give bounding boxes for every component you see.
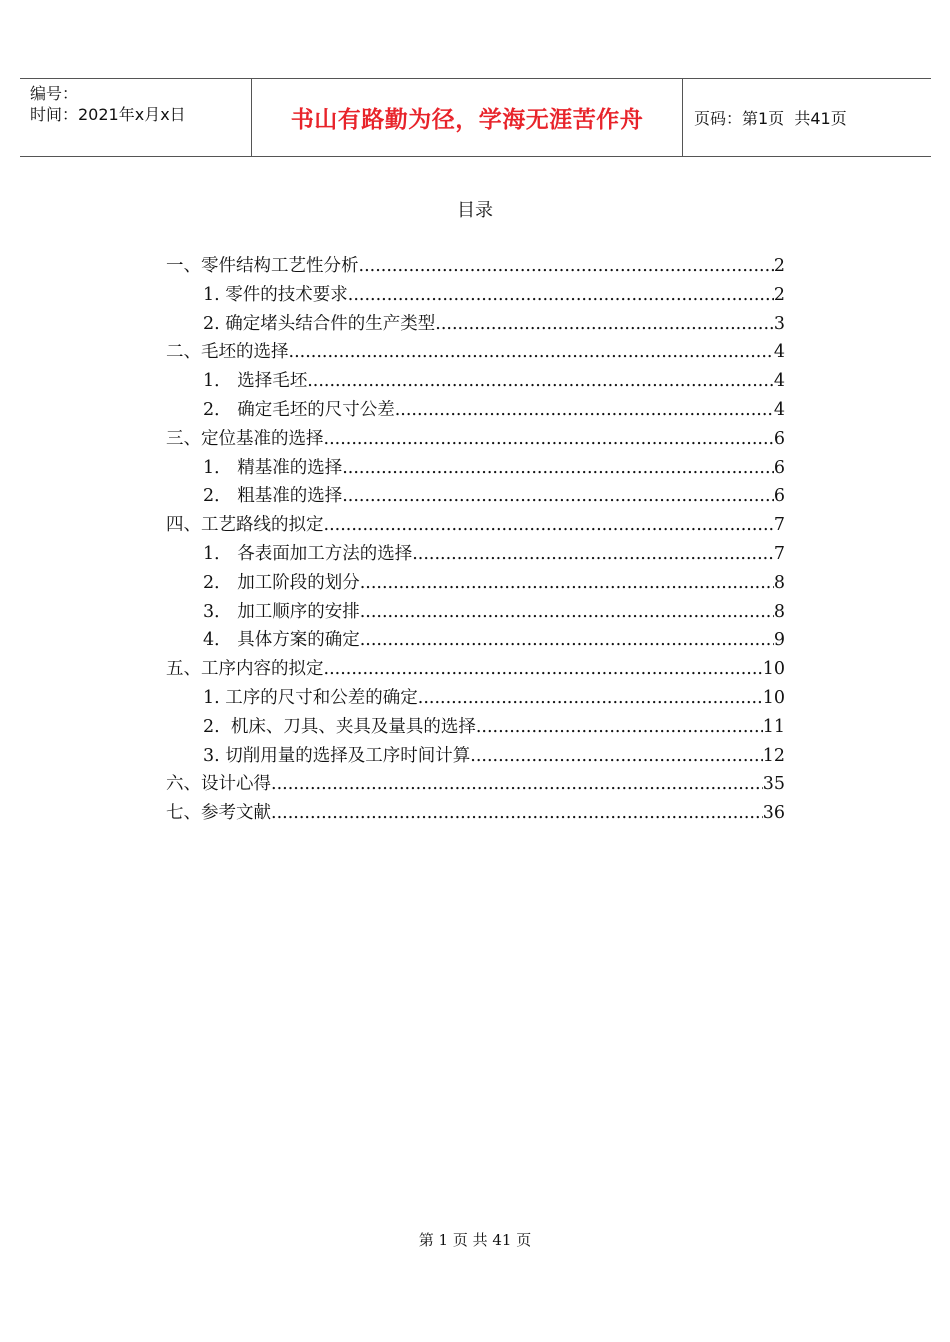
- toc-subsection-entry[interactable]: [166, 310, 785, 339]
- toc-dot-leader: [271, 774, 763, 794]
- toc-entry-page-number: 10: [762, 687, 785, 708]
- toc-entry-title: 3． 加工顺序的安排: [203, 601, 360, 622]
- toc-entry-title: 一、零件结构工艺性分析: [166, 256, 359, 276]
- toc-entry-title: 2. 确定堵头结合件的生产类型: [203, 313, 436, 334]
- document-number-label: 编号：: [30, 84, 79, 103]
- toc-entry-page-number: 10: [762, 659, 785, 680]
- toc-entry-page-number: 6: [773, 428, 785, 449]
- toc-dot-leader: [360, 602, 774, 622]
- toc-dot-leader: [324, 429, 774, 449]
- toc-dot-leader: [360, 573, 774, 593]
- toc-subsection-entry[interactable]: [166, 281, 785, 310]
- toc-section-entry[interactable]: [166, 799, 785, 828]
- toc-entry-page-number: 4: [773, 371, 785, 392]
- toc-section-entry[interactable]: [166, 655, 785, 684]
- toc-subsection-entry[interactable]: [166, 540, 785, 569]
- toc-entry-page-number: 2: [773, 256, 785, 276]
- toc-subsection-entry[interactable]: [166, 482, 785, 511]
- toc-entry-title: 1． 各表面加工方法的选择: [203, 543, 413, 564]
- toc-dot-leader: [271, 803, 763, 823]
- toc-entry-page-number: 12: [762, 745, 785, 766]
- toc-dot-leader: [348, 285, 774, 305]
- toc-subsection-entry[interactable]: [166, 454, 785, 483]
- toc-subsection-entry[interactable]: [166, 396, 785, 425]
- toc-subsection-entry[interactable]: [166, 598, 785, 627]
- toc-entry-title: 1. 工序的尺寸和公差的确定: [203, 687, 418, 708]
- toc-entry-page-number: 2: [773, 284, 785, 305]
- toc-subsection-entry[interactable]: [166, 684, 785, 713]
- header-page-info: 页码：第1页 共41页: [694, 109, 847, 128]
- toc-entry-title: 1． 精基准的选择: [203, 457, 343, 478]
- toc-dot-leader: [395, 400, 774, 420]
- toc-dot-leader: [360, 630, 774, 650]
- page-header: [20, 78, 931, 157]
- toc-title: 目录: [457, 200, 493, 221]
- toc-entry-title: 四、工艺路线的拟定: [166, 515, 324, 536]
- toc-entry-page-number: 35: [762, 774, 785, 795]
- toc-section-entry[interactable]: [166, 770, 785, 799]
- toc-dot-leader: [359, 256, 774, 276]
- toc-entry-page-number: 8: [773, 572, 785, 593]
- toc-entry-page-number: 6: [773, 486, 785, 507]
- toc-entry-title: 2. 机床、刀具、夹具及量具的选择: [203, 716, 476, 737]
- toc-section-entry[interactable]: [166, 252, 785, 281]
- header-meta-cell: [20, 79, 252, 156]
- toc-subsection-entry[interactable]: [166, 742, 785, 771]
- toc-dot-leader: [342, 458, 774, 478]
- toc-entry-page-number: 8: [773, 601, 785, 622]
- toc-section-entry[interactable]: [166, 425, 785, 454]
- toc-dot-leader: [470, 746, 762, 766]
- toc-entry-title: 2． 加工阶段的划分: [203, 572, 360, 593]
- toc-subsection-entry[interactable]: [166, 626, 785, 655]
- toc-entry-title: 2． 确定毛坯的尺寸公差: [203, 399, 395, 420]
- toc-entry-page-number: 7: [773, 515, 785, 536]
- toc-dot-leader: [412, 544, 774, 564]
- toc-entry-title: 1. 零件的技术要求: [203, 284, 348, 305]
- toc-subsection-entry[interactable]: [166, 367, 785, 396]
- toc-entry-title: 4． 具体方案的确定: [203, 630, 360, 651]
- toc-entry-page-number: 4: [773, 342, 785, 363]
- toc-entry-title: 七、参考文献: [166, 803, 271, 824]
- table-of-contents: [166, 252, 785, 828]
- page-footer: 第 1 页 共 41 页: [418, 1231, 532, 1249]
- toc-entry-page-number: 4: [773, 399, 785, 420]
- toc-entry-page-number: 36: [762, 803, 785, 824]
- toc-entry-page-number: 9: [773, 630, 785, 651]
- toc-dot-leader: [324, 515, 774, 535]
- toc-entry-title: 1． 选择毛坯: [203, 371, 308, 392]
- toc-dot-leader: [289, 342, 774, 362]
- toc-entry-page-number: 11: [762, 716, 785, 737]
- toc-dot-leader: [476, 717, 763, 737]
- toc-dot-leader: [435, 314, 774, 334]
- toc-subsection-entry[interactable]: [166, 569, 785, 598]
- document-time-label: 时间：2021年x月x日: [30, 105, 186, 124]
- header-motto-cell: [252, 79, 683, 156]
- toc-entry-title: 2． 粗基准的选择: [203, 486, 343, 507]
- toc-section-entry[interactable]: [166, 338, 785, 367]
- toc-entry-page-number: 3: [773, 313, 785, 334]
- toc-entry-page-number: 7: [773, 543, 785, 564]
- toc-dot-leader: [342, 486, 774, 506]
- toc-entry-title: 二、毛坯的选择: [166, 342, 289, 363]
- toc-entry-title: 3. 切削用量的选择及工序时间计算: [203, 745, 471, 766]
- toc-entry-title: 五、工序内容的拟定: [166, 659, 324, 680]
- toc-entry-page-number: 6: [773, 457, 785, 478]
- toc-dot-leader: [418, 688, 763, 708]
- toc-dot-leader: [324, 659, 763, 679]
- toc-subsection-entry[interactable]: [166, 713, 785, 742]
- header-motto: 书山有路勤为径，学海无涯苦作舟: [290, 107, 644, 133]
- toc-entry-title: 三、定位基准的选择: [166, 428, 324, 449]
- toc-section-entry[interactable]: [166, 511, 785, 540]
- toc-dot-leader: [307, 371, 774, 391]
- toc-entry-title: 六、设计心得: [166, 774, 271, 795]
